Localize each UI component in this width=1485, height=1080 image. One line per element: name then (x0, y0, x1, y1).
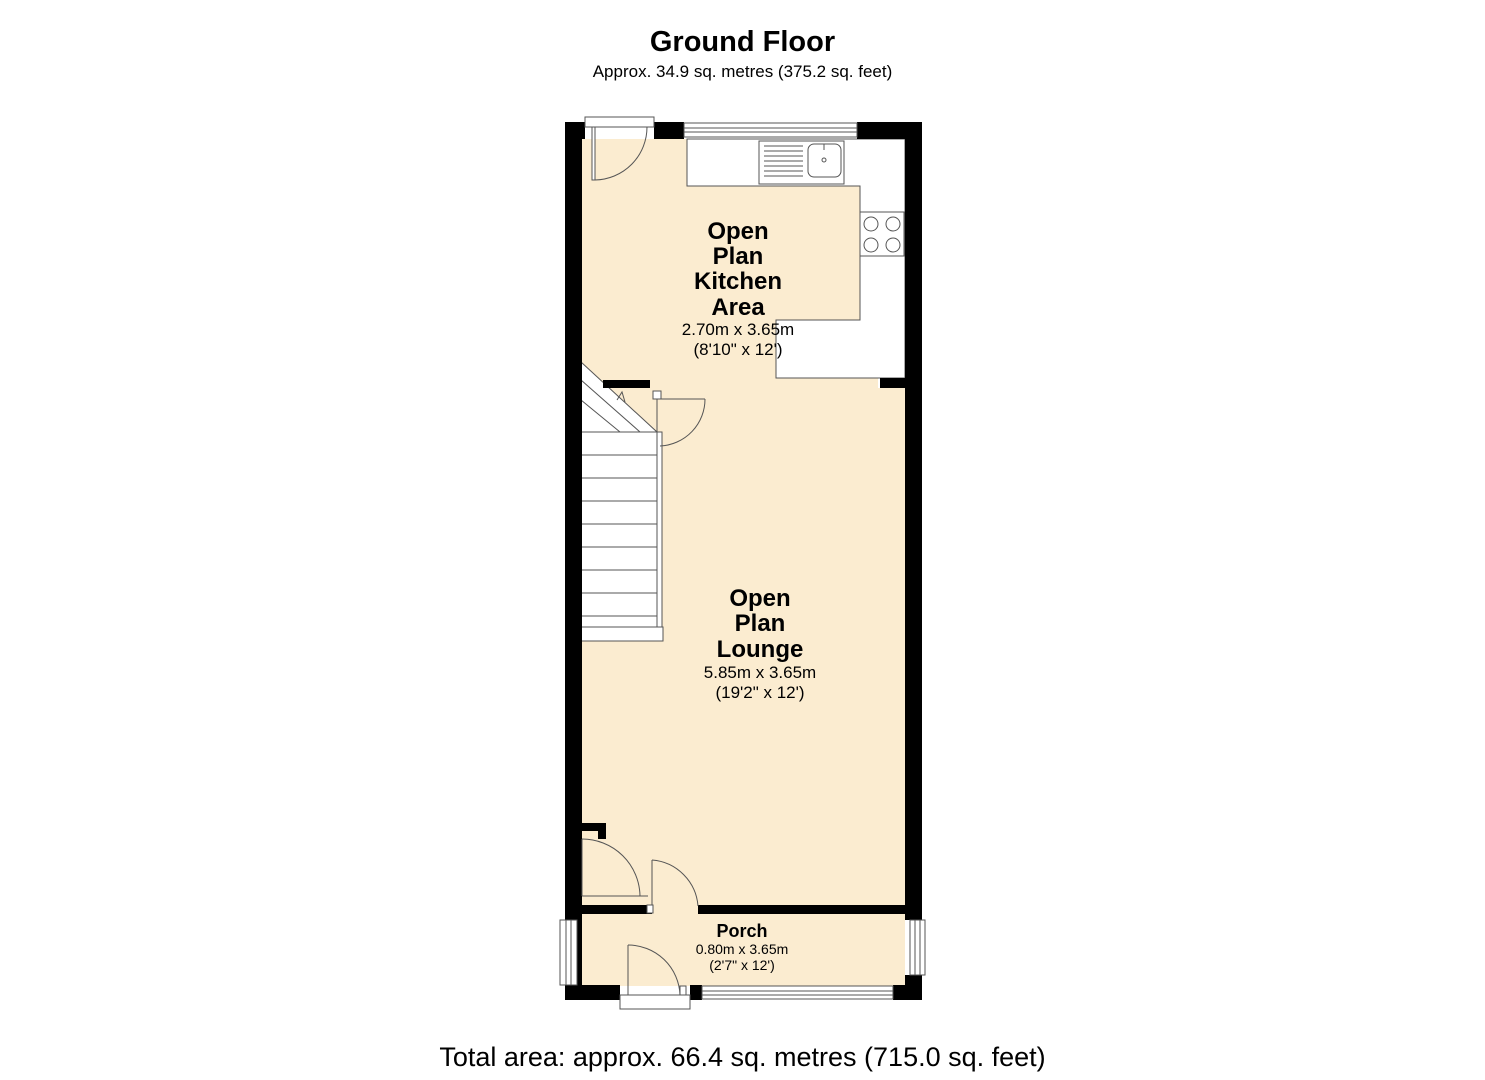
wall-top-right (857, 122, 922, 139)
floor-title: Ground Floor (649, 26, 836, 58)
hob-icon (860, 212, 904, 256)
lounge-dim-metric: 5.85m x 3.65m (703, 663, 817, 682)
wall-porch-top-left (582, 905, 652, 914)
kitchen-name-line: Kitchen (693, 268, 783, 295)
lounge-name-line: Lounge (716, 636, 804, 663)
window-porch-left (560, 920, 577, 985)
wall-kitchen-stub (880, 378, 905, 388)
front-door-frame (620, 995, 690, 1009)
kitchen-name-line: Plan (712, 243, 764, 270)
lounge-name-line: Plan (734, 610, 786, 637)
sink-icon (759, 141, 844, 184)
porch-name: Porch (716, 921, 768, 941)
floor-area-subtitle: Approx. 34.9 sq. metres (375.2 sq. feet) (592, 62, 893, 81)
kitchen-name-line: Area (711, 294, 765, 321)
wall-bottom-left (565, 985, 620, 1000)
wall-bottom-right (893, 985, 922, 1000)
window-porch-bottom (702, 986, 893, 999)
kitchen-name-line: Open (707, 218, 769, 245)
wall-porch-right (905, 905, 922, 920)
lounge-name-line: Open (729, 585, 791, 612)
wall-bottom-mid (690, 985, 702, 1000)
lounge-dim-imperial: (19'2" x 12') (715, 683, 805, 702)
porch-dim-metric: 0.80m x 3.65m (695, 941, 789, 957)
wall-right (905, 122, 922, 912)
window-porch-right (910, 920, 925, 975)
total-area: Total area: approx. 66.4 sq. metres (715.0 sq. feet) (439, 1042, 1046, 1072)
window-kitchen (684, 123, 857, 137)
wall-top-left (565, 122, 585, 139)
window-back-door-frame (585, 117, 654, 127)
wall-cupboard-side (598, 823, 606, 839)
porch-dim-imperial: (2'7" x 12') (709, 957, 775, 973)
wall-top-mid (654, 122, 684, 139)
wall-left (565, 122, 582, 1000)
wall-porch-left (565, 905, 582, 920)
kitchen-dim-metric: 2.70m x 3.65m (681, 320, 795, 339)
wall-porch-top (698, 905, 922, 914)
kitchen-dim-imperial: (8'10" x 12') (693, 340, 783, 359)
wall-stair-stub (603, 380, 650, 388)
